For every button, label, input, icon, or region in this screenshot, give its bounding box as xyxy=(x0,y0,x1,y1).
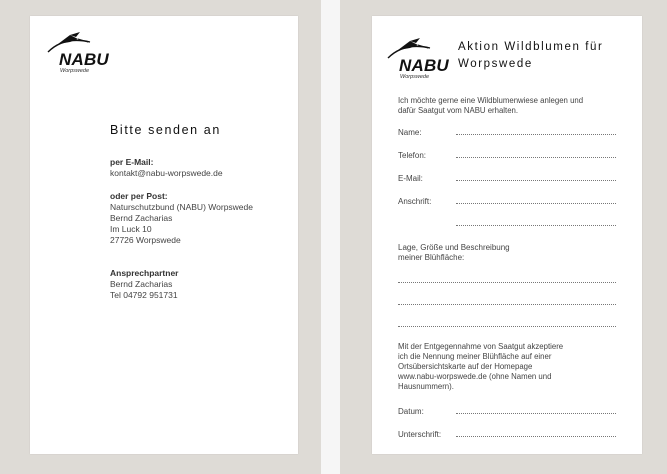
logo-subtitle: Worpswede xyxy=(400,74,430,80)
email-address: kontakt@nabu-worpswede.de xyxy=(110,168,223,178)
form-title-line-2: Worpswede xyxy=(458,58,533,70)
address-line: Bernd Zacharias xyxy=(110,213,173,223)
address-line: Naturschutzbund (NABU) Worpswede xyxy=(110,202,253,212)
post-label: oder per Post: xyxy=(110,191,168,201)
contact-name: Bernd Zacharias xyxy=(110,279,173,289)
intro-text: Ich möchte gerne eine Wildblumenwiese anlegen und xyxy=(398,96,584,105)
consent-text: ich die Nennung meiner Blühfläche auf einer xyxy=(398,352,552,361)
address-line: Im Luck 10 xyxy=(110,224,152,234)
consent-text: Hausnummern). xyxy=(398,382,454,391)
description-field-line[interactable] xyxy=(398,304,616,305)
form-title-line-1: Aktion Wildblumen für xyxy=(458,41,604,53)
card-heading: Bitte senden an xyxy=(110,123,221,137)
consent-text: Ortsübersichtskarte auf der Homepage xyxy=(398,362,533,371)
email-field[interactable] xyxy=(456,180,616,181)
contact-label: Ansprechpartner xyxy=(110,268,179,278)
email-label: E-Mail: xyxy=(398,174,423,183)
address-line: 27726 Worpswede xyxy=(110,235,181,245)
date-label: Datum: xyxy=(398,407,424,416)
contact-phone: Tel 04792 951731 xyxy=(110,290,178,300)
description-label: meiner Blühfläche: xyxy=(398,253,465,262)
consent-text: www.nabu-worpswede.de (ohne Namen und xyxy=(398,372,552,381)
phone-field[interactable] xyxy=(456,157,616,158)
intro-text: dafür Saatgut vom NABU erhalten. xyxy=(398,106,519,115)
address-card xyxy=(30,16,298,454)
address-field[interactable] xyxy=(456,203,616,204)
logo-wordmark: NABU xyxy=(59,50,109,69)
description-field-line[interactable] xyxy=(398,326,616,327)
signature-field[interactable] xyxy=(456,436,616,437)
nabu-logo xyxy=(44,30,109,74)
logo-wordmark: NABU xyxy=(399,56,449,75)
signature-label: Unterschrift: xyxy=(398,430,442,439)
name-label: Name: xyxy=(398,128,422,137)
address-label: Anschrift: xyxy=(398,197,432,206)
logo-subtitle: Worpswede xyxy=(60,68,90,74)
nabu-logo xyxy=(384,36,449,80)
consent-text: Mit der Entgegennahme von Saatgut akzeptiere xyxy=(398,342,564,351)
name-field[interactable] xyxy=(456,134,616,135)
order-form-card xyxy=(372,16,642,454)
date-field[interactable] xyxy=(456,413,616,414)
phone-label: Telefon: xyxy=(398,151,427,160)
description-field-line[interactable] xyxy=(398,282,616,283)
description-label: Lage, Größe und Beschreibung xyxy=(398,243,510,252)
email-label: per E-Mail: xyxy=(110,157,154,167)
address-field-line-2[interactable] xyxy=(456,225,616,226)
